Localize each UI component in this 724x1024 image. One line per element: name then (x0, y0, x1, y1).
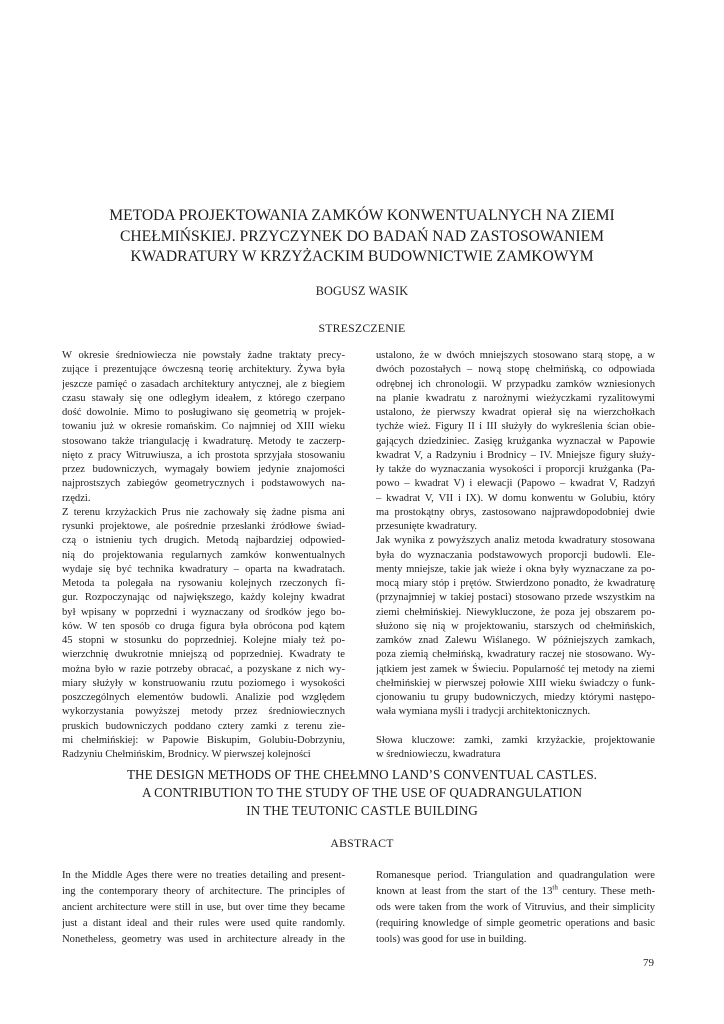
summary-line: mocą miary stóp i prętów. Stwierdzono ponadto, że kwadraturę (376, 578, 655, 589)
summary-line: służono się nią w projektowaniu, starszych od chełmińskich, (376, 620, 655, 632)
summary-line: menty mniejsze, takie jak wieże i okna były wyznaczane za po- (376, 563, 655, 575)
summary-line: towaniu już w okresie romańskim. Co najmniej od XIII wieku (62, 421, 345, 433)
english-title (62, 766, 662, 820)
english-title-line: IN THE TEUTONIC CASTLE BUILDING (246, 803, 478, 818)
abstract-line: Romanesque period. Triangulation and quadrangulation were (376, 870, 655, 881)
summary-line: wykorzystania powyższej metody przez średniowiecznych (62, 706, 345, 718)
summary-line: przez budowniczych, wymagały bowiem jedynie znajomości (62, 464, 345, 475)
summary-line: (przynajmniej w takiej postaci) stosowano przede wszystkim na (376, 592, 655, 604)
summary-line: wała wymiana myśli i tradycji architektonicznych. (376, 706, 591, 718)
summary-line: jeszcze pamięć o zasadach architektury antycznej, ale z biegiem (62, 378, 345, 390)
summary-line: można było w razie potrzeby obracać, a pozyskane z nich wy- (62, 663, 345, 675)
english-title-line: A CONTRIBUTION TO THE STUDY OF THE USE OF QUADRANGULATION (142, 785, 582, 800)
page-number: 79 (643, 957, 654, 969)
summary-line: gur. Rozpoczynając od największego, każdy kolejny kwadrat (62, 592, 345, 604)
summary-line: dość dowolnie. Mimo to posługiwano się geometrią w projek- (62, 407, 345, 418)
author-name: BOGUSZ WASIK (315, 284, 409, 298)
abstract-line: tools) was good for use in building. (376, 933, 527, 945)
summary-line: nią do projektowania regularnych zamków konwentualnych (62, 549, 345, 561)
abstract-line: Nonetheless, geometry was used in architecture already in the (62, 933, 345, 945)
summary-line: ziemi chełmińskiej. Niewykluczone, że poza jej obszarem po- (376, 606, 655, 618)
summary-heading: STRESZCZENIE (318, 321, 406, 335)
abstract-line: ods were taken from the work of Vitruvius, and their simplicity (376, 901, 655, 913)
summary-line: nięto z pracy Witruwiusza, a ich prostota sprzyjała stosowaniu (62, 449, 345, 461)
summary-line: mi chełmińskiej: w Papowie Biskupim, Golubiu-Dobrzyniu, (62, 734, 345, 746)
summary-line: była do wyznaczania podstawowych proporcji budowli. Ele- (376, 549, 655, 561)
summary-line: rysunki projektowe, ale pośrednie przesłanki źródłowe świad- (62, 521, 345, 532)
summary-line: przesunięte kwadratury. (376, 521, 478, 532)
summary-line: Radzyniu Chełmińskim, Brodnicy. W pierwszej kolejności (62, 749, 311, 760)
summary-line: jątkiem jest zamek w Świeciu. Popularność tej metody na ziemi (376, 663, 655, 675)
summary-line: ków. W ten sposób co druga figura była obrócona pod kątem (62, 620, 345, 632)
summary-paragraph (376, 349, 655, 534)
title-line: KWADRATURY W KRZYŻACKIM BUDOWNICTWIE ZAMKOWYM (130, 248, 594, 265)
summary-line: zujące i prezentujące ówczesną teorię architektury. Żywa była (62, 364, 345, 376)
summary-paragraph (376, 534, 655, 719)
ordinal-superscript: th (552, 883, 558, 892)
summary-line: ustalono, że pierwszy kwadrat opierał się na wierzchołkach (376, 407, 655, 418)
summary-line: czasu stawały się one odległym ideałem, z którego czerpano (62, 392, 345, 404)
summary-line: dwóch pozostałych – nową stopę chełmińską, co odpowiada (376, 364, 655, 376)
summary-line: stosowano także triangulację i kwadraturę. Metody te zaczerp- (62, 435, 345, 447)
summary-line: ma prostokątny obrys, zastosowano najprawdopodobniej dwie (376, 506, 655, 518)
summary-line: tychże wież. Figury II i III służyły do wykreślenia ścian obie- (376, 421, 655, 433)
summary-line: najprostszych zabiegów geometrycznych i podstawowych na- (62, 478, 345, 490)
abstract-line: ing the contemporary theory of architecture. The principles of (62, 885, 345, 897)
summary-line: Jak wynika z powyższych analiz metoda kwadratury stosowana (376, 535, 655, 547)
title-line: CHEŁMIŃSKIEJ. PRZYCZYNEK DO BADAŃ NAD ZASTOSOWANIEM (120, 227, 604, 245)
summary-line: w średniowieczu, kwadratura (376, 749, 501, 760)
summary-line: był wpisany w poprzedni i wyznaczany od środków jego bo- (62, 606, 345, 618)
summary-line: Metoda ta polegała na rysowaniu kolejnych rzeczonych fi- (62, 578, 345, 589)
summary-line: ły także do wyznaczania wysokości i proporcji krużganka (Pa- (376, 464, 655, 475)
summary-line: odrębnej ich chronologii. W przypadku zamków wzniesionych (376, 378, 655, 390)
abstract-text: known at least from the start of the 13 (376, 885, 553, 897)
summary-line: W okresie średniowiecza nie powstały żadne traktaty precy- (62, 350, 345, 361)
summary-line: 45 stopni w stosunku do poprzedniej. Kolejne miały też po- (62, 635, 345, 646)
summary-paragraph (376, 734, 655, 763)
summary-line: wierzchnię dwukrotnie mniejszą od poprzedniej. Kwadraty te (62, 649, 345, 661)
abstract-line (376, 884, 655, 900)
summary-line: Słowa kluczowe: zamki, zamki krzyżackie, projektowanie (376, 734, 655, 746)
abstract-text: century. These meth- (557, 885, 655, 897)
summary-line: zamków znad Zalewu Wiślanego. W późniejszych zamkach, (376, 635, 655, 646)
summary-line: powo – kwadrat V) i elewacji (Papowo – kwadrat V, Radzyń (376, 478, 655, 490)
summary-line: miary służyły w konstruowaniu rzutu poziomego i wysokości (62, 677, 345, 689)
abstract-right-column (376, 868, 655, 947)
abstract-line: (requiring knowledge of simple geometric operations and basic (376, 917, 655, 929)
summary-line: na planie kwadratu z narożnymi wieżyczkami ryzalitowymi (376, 392, 655, 404)
summary-line: cjonowaniu tu grupy budowniczych, miedzy którymi następo- (376, 692, 655, 703)
abstract-line: just a distant ideal and their rules were used quite randomly. (62, 917, 345, 929)
summary-line: ustalono, że w dwóch mniejszych stosowano starą stopę, a w (376, 350, 655, 361)
abstract-line: ancient architecture were still in use, but over time they became (62, 901, 345, 913)
abstract-heading: ABSTRACT (330, 836, 394, 850)
summary-line: wydaje się być technika kwadratury – oparta na kwadratach. (62, 563, 345, 575)
summary-line: poszczególnych elementów budowli. Analizie pod względem (62, 692, 345, 703)
summary-paragraph (62, 349, 345, 506)
summary-right-column (376, 349, 655, 762)
summary-paragraph (62, 506, 345, 763)
abstract-left-column (62, 868, 345, 947)
summary-line: pruskich budowniczych poddano cztery zamki z terenu zie- (62, 720, 345, 732)
paragraph-gap (376, 720, 655, 734)
summary-line: gających dziedziniec. Zasięg krużganka wyznaczał w Papowie (376, 435, 655, 447)
abstract-line: In the Middle Ages there were no treaties detailing and present- (62, 870, 345, 881)
summary-line: czą o istnieniu tych drugich. Metodą najbardziej odpowied- (62, 535, 345, 547)
summary-line: kwadrat V, a Radzyniu i Brodnicy – IV. Mniejsze figury służy- (376, 449, 655, 461)
summary-line: chełmińskiej w pierwszej połowie XIII wieku świadczy o funk- (376, 677, 655, 689)
summary-line: poza ziemią chełmińską, kwadratury raczej nie stosowano. Wy- (376, 649, 655, 661)
summary-left-column (62, 349, 345, 762)
page-title (62, 206, 662, 268)
summary-line: rzędzi. (62, 492, 91, 504)
title-line: METODA PROJEKTOWANIA ZAMKÓW KONWENTUALNYCH NA ZIEMI (109, 207, 615, 224)
english-title-line: THE DESIGN METHODS OF THE CHEŁMNO LAND’S CONVENTUAL CASTLES. (127, 767, 597, 782)
summary-line: – kwadrat V, VII i IX). W domu konwentu w Golubiu, który (376, 492, 655, 504)
summary-line: Z terenu krzyżackich Prus nie zachowały się żadne pisma ani (62, 506, 345, 518)
